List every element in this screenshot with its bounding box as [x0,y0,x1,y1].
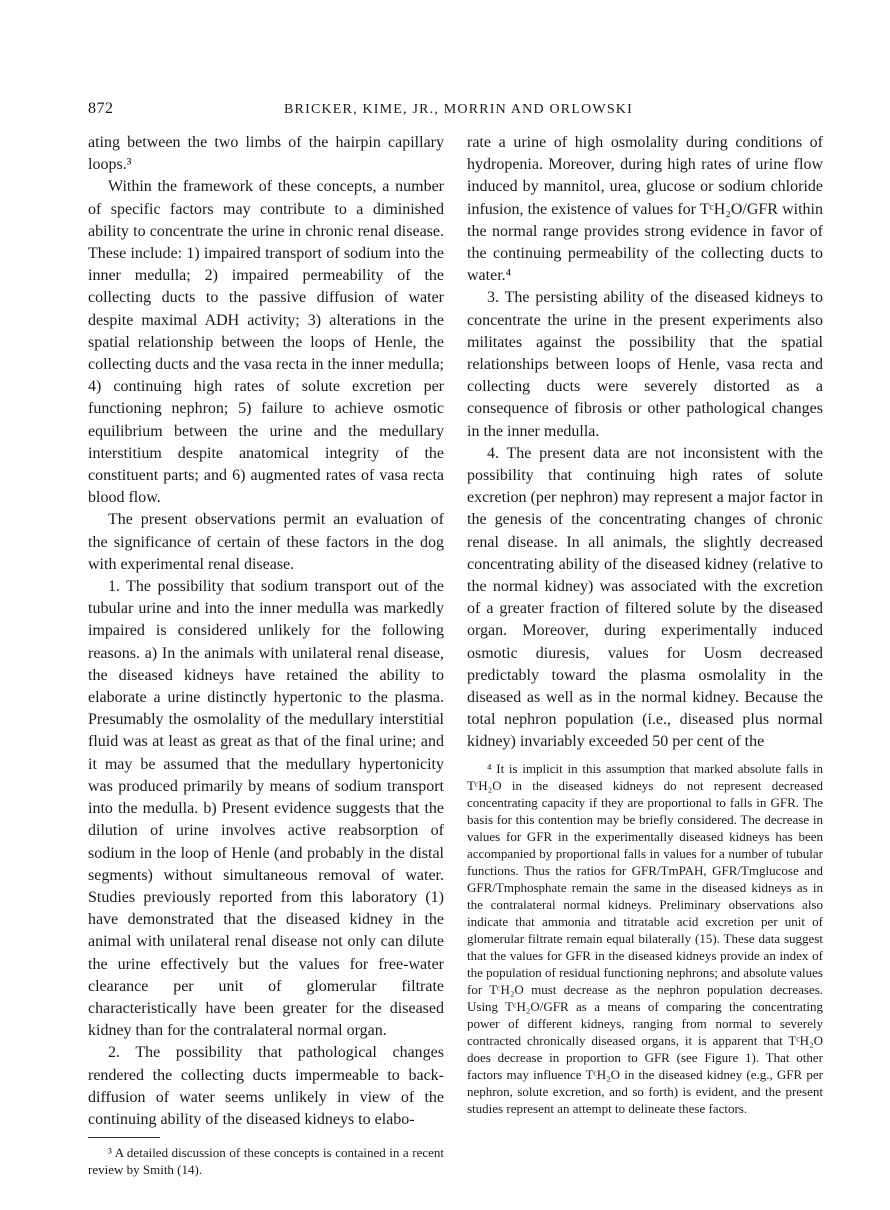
paragraph: Within the framework of these concepts, a number of specific factors may contribute to a diminished ability to concentrate the urine in chronic renal disease. These include: 1) impaired transport of sodium into the inner medulla; 2) impaired permeability of the collecting ducts to the passive diffusion of water despite maximal ADH activity; 3) alterations in the spatial relationship between the loops of Henle, the collecting ducts and the vasa recta in the inner medulla; 4) continuing high rates of solute excretion per functioning nephron; 5) failure to achieve osmotic equilibrium between the urine and the medullary interstitium despite anatomical integrity of the constituent parts; and 6) augmented rates of vasa recta blood flow. [88,178,444,507]
left-column [88,132,444,1178]
running-head: BRICKER, KIME, JR., MORRIN AND ORLOWSKI [284,102,633,117]
right-column [467,132,823,1117]
footnote: ³ A detailed discussion of these concepts is contained in a recent review by Smith (14). [88,1145,444,1178]
paragraph: 4. The present data are not inconsistent with the possibility that continuing high rates of solute excretion (per nephron) may represent a major factor in the genesis of the concentrating changes of chronic renal disease. In all animals, the slightly decreased concentrating ability of the diseased kidney (relative to the normal kidney) was associated with the excretion of a greater fraction of filtered solute by the diseased organ. Moreover, during experimentally induced osmotic diuresis, values for Uosm decreased predictably toward the plasma osmolality in the diseased as well as in the normal kidney. Because the total nephron population (i.e., diseased plus normal kidney) invariably exceeded 50 per cent of the [467,444,823,751]
paragraph: rate a urine of high osmolality during conditions of hydropenia. Moreover, during high rates of urine flow induced by mannitol, urea, glucose or sodium chloride infusion, the existence of values for TᶜH₂O/GFR within the normal range provides strong evidence in favor of the continuing permeability of the collecting ducts to water.⁴ [467,134,823,285]
page-number: 872 [88,100,114,117]
paragraph: ating between the two limbs of the hairpin capillary loops.³ [88,134,444,174]
paragraph: 2. The possibility that pathological changes rendered the collecting ducts impermeable to back-diffusion of water seems unlikely in view of the continuing ability of the diseased kidneys to elabo- [88,1044,444,1128]
footnote-rule [88,1137,160,1138]
footnote: ⁴ It is implicit in this assumption that marked absolute falls in TᶜH₂O in the diseased kidneys do not represent decreased concentrating capacity if they are proportional to falls in GFR. The basis for this contention may be briefly considered. The decrease in values for GFR in the experimentally diseased kidneys has been accompanied by proportional falls in values for a number of tubular functions. Thus the ratios for GFR/TmPAH, GFR/Tmglucose and GFR/Tmphosphate remain the same in the diseased kidneys as in the contralateral normal kidneys. Preliminary observations also indicate that ammonia and titratable acid excretion per unit of glomerular filtrate remain equal bilaterally (15). These data suggest that the values for GFR in the diseased kidneys provide an index of the population of residual functioning nephrons; and absolute values for TᶜH₂O must decrease as the nephron population decreases. Using TᶜH₂O/GFR as a means of comparing the concentrating power of different kidneys, ranging from normal to severely contracted chronically diseased organs, it is apparent that TᶜH₂O does decrease in proportion to GFR (see Figure 1). That other factors may influence TᶜH₂O in the diseased kidney (e.g., GFR per nephron, solute excretion, and so forth) is evident, and the present studies represent an attempt to delineate these factors. [467,760,823,1116]
paragraph: The present observations permit an evaluation of the significance of certain of these factors in the dog with experimental renal disease. [88,511,444,573]
paragraph: 1. The possibility that sodium transport out of the tubular urine and into the inner medulla was markedly impaired is considered unlikely for the following reasons. a) In the animals with unilateral renal disease, the diseased kidneys have retained the ability to elaborate a urine distinctly hypertonic to the plasma. Presumably the osmolality of the medullary interstitial fluid was at least as great as that of the final urine; and it may be assumed that the medullary hypertonicity was produced primarily by means of sodium transport into the medulla. b) Present evidence suggests that the dilution of urine involves active reabsorption of sodium in the loop of Henle (and probably in the distal segments) without simultaneous removal of water. Studies previously reported from this laboratory (1) have demonstrated that the diseased kidney in the animal with unilateral renal disease not only can dilute the urine effectively but the values for free-water clearance per unit of glomerular filtrate characteristically have been greater for the diseased kidney than for the contralateral normal organ. [88,578,444,1040]
paragraph: 3. The persisting ability of the diseased kidneys to concentrate the urine in the present experiments also militates against the possibility that the spatial relationships between loops of Henle, vasa recta and collecting ducts were severely distorted as a consequence of fibrosis or other pathological changes in the inner medulla. [467,289,823,440]
